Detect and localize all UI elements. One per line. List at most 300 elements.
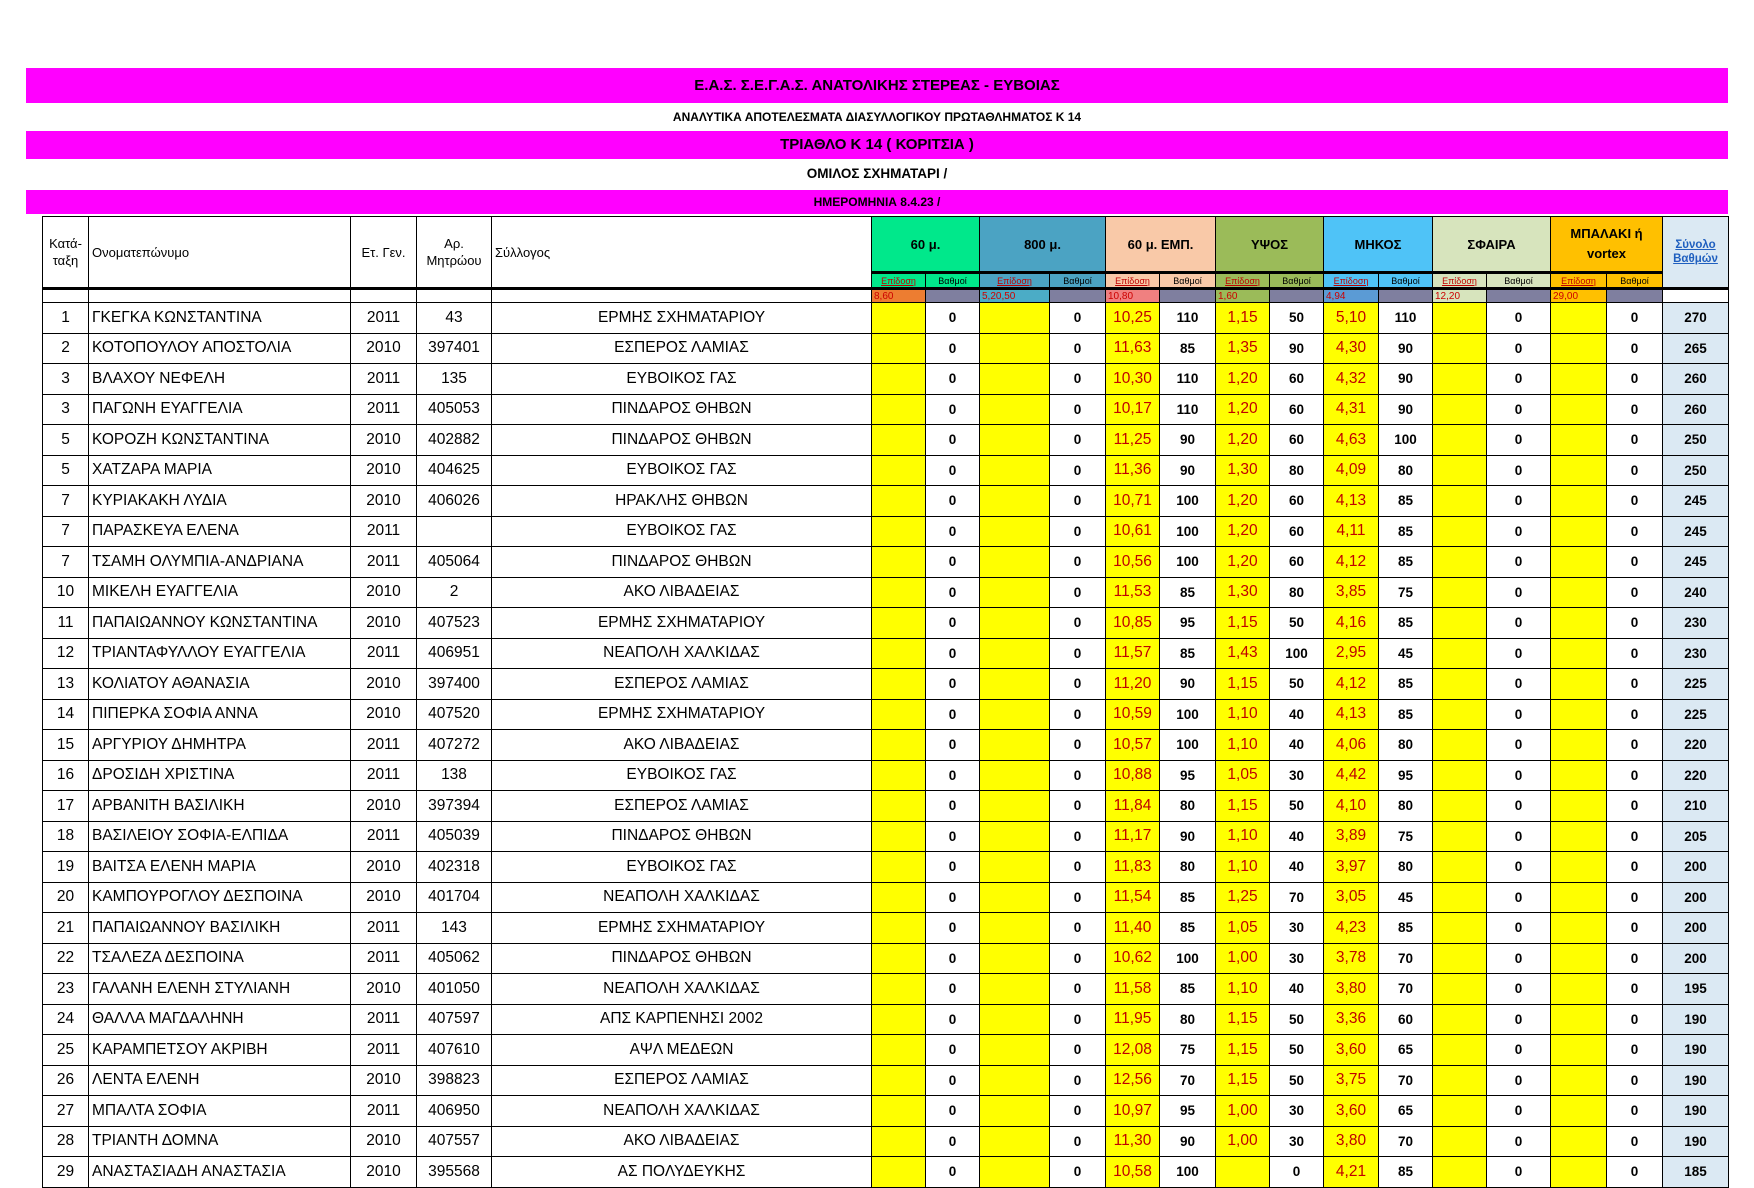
points-subheader: Βαθμοί <box>1160 273 1216 289</box>
points-hurdles-cell: 100 <box>1160 943 1216 974</box>
perf-60m-cell <box>872 791 926 822</box>
points-ball-cell: 0 <box>1607 425 1663 456</box>
points-long-jump-cell: 75 <box>1379 821 1433 852</box>
club-cell: ΕΥΒΟΙΚΟΣ ΓΑΣ <box>492 364 872 395</box>
perf-800m-cell <box>980 1126 1050 1157</box>
points-ball-cell: 0 <box>1607 333 1663 364</box>
table-row <box>43 1157 1729 1188</box>
perf-long-jump-cell: 3,85 <box>1324 577 1379 608</box>
perf-shot-put-cell <box>1433 577 1487 608</box>
registration-cell: 143 <box>417 913 492 944</box>
registration-cell: 407523 <box>417 608 492 639</box>
points-ball-cell: 0 <box>1607 791 1663 822</box>
perf-shot-put-cell <box>1433 669 1487 700</box>
points-800m-cell: 0 <box>1050 1035 1106 1066</box>
record-points-blank <box>1487 289 1551 303</box>
points-long-jump-cell: 80 <box>1379 455 1433 486</box>
athlete-name-cell: ΒΑΙΤΣΑ ΕΛΕΝΗ ΜΑΡΙΑ <box>89 852 351 883</box>
event-record: 8,60 <box>872 289 926 303</box>
table-row <box>43 882 1729 913</box>
table-row <box>43 455 1729 486</box>
perf-800m-cell <box>980 303 1050 334</box>
event-record: 1,60 <box>1216 289 1270 303</box>
points-long-jump-cell: 85 <box>1379 1157 1433 1188</box>
points-800m-cell: 0 <box>1050 669 1106 700</box>
club-cell: ΠΙΝΔΑΡΟΣ ΘΗΒΩΝ <box>492 394 872 425</box>
points-shot-put-cell: 0 <box>1487 882 1551 913</box>
points-high-jump-cell: 40 <box>1270 974 1324 1005</box>
perf-high-jump-cell: 1,05 <box>1216 760 1270 791</box>
points-60m-cell: 0 <box>926 1004 980 1035</box>
perf-high-jump-cell: 1,20 <box>1216 394 1270 425</box>
points-long-jump-cell: 80 <box>1379 791 1433 822</box>
perf-shot-put-cell <box>1433 821 1487 852</box>
perf-60m-cell <box>872 1126 926 1157</box>
perf-800m-cell <box>980 364 1050 395</box>
perf-high-jump-cell: 1,30 <box>1216 577 1270 608</box>
points-800m-cell: 0 <box>1050 1157 1106 1188</box>
athlete-name-cell: ΤΡΙΑΝΤΑΦΥΛΛΟΥ ΕΥΑΓΓΕΛΙΑ <box>89 638 351 669</box>
rank-cell: 7 <box>43 486 89 517</box>
perf-60m-cell <box>872 1004 926 1035</box>
perf-shot-put-cell <box>1433 608 1487 639</box>
perf-high-jump-cell: 1,43 <box>1216 638 1270 669</box>
perf-ball-cell <box>1551 913 1607 944</box>
perf-800m-cell <box>980 547 1050 578</box>
perf-subheader: Επίδοση <box>1433 273 1487 289</box>
points-shot-put-cell: 0 <box>1487 730 1551 761</box>
birth-year-cell: 2010 <box>351 974 417 1005</box>
table-row <box>43 1004 1729 1035</box>
perf-high-jump-cell: 1,15 <box>1216 303 1270 334</box>
perf-60m-cell <box>872 486 926 517</box>
event-record: 29,00 <box>1551 289 1607 303</box>
rank-cell: 23 <box>43 974 89 1005</box>
birth-year-cell: 2011 <box>351 821 417 852</box>
perf-ball-cell <box>1551 852 1607 883</box>
perf-60m-cell <box>872 821 926 852</box>
club-cell: ΕΡΜΗΣ ΣΧΗΜΑΤΑΡΙΟΥ <box>492 913 872 944</box>
points-60m-cell: 0 <box>926 913 980 944</box>
results-subtitle: ΑΝΑΛΥΤΙΚΑ ΑΠΟΤΕΛΕΣΜΑΤΑ ΔΙΑΣΥΛΛΟΓΙΚΟΥ ΠΡΩΤΑΘΛΗΜΑΤΟΣ Κ 14 <box>672 110 1082 124</box>
points-800m-cell: 0 <box>1050 364 1106 395</box>
points-ball-cell: 0 <box>1607 913 1663 944</box>
table-row <box>43 1126 1729 1157</box>
total-points-cell: 190 <box>1663 1065 1729 1096</box>
perf-800m-cell <box>980 943 1050 974</box>
perf-high-jump-cell: 1,30 <box>1216 455 1270 486</box>
points-800m-cell: 0 <box>1050 791 1106 822</box>
perf-ball-cell <box>1551 882 1607 913</box>
perf-long-jump-cell: 3,05 <box>1324 882 1379 913</box>
points-60m-cell: 0 <box>926 303 980 334</box>
perf-shot-put-cell <box>1433 425 1487 456</box>
rank-cell: 7 <box>43 547 89 578</box>
total-points-cell: 200 <box>1663 943 1729 974</box>
table-row <box>43 943 1729 974</box>
perf-hurdles-cell: 10,17 <box>1106 394 1160 425</box>
perf-60m-cell <box>872 1096 926 1127</box>
athlete-name-cell: ΓΚΕΓΚΑ ΚΩΝΣΤΑΝΤΙΝΑ <box>89 303 351 334</box>
perf-60m-cell <box>872 577 926 608</box>
perf-ball-cell <box>1551 943 1607 974</box>
club-cell: ΑΠΣ ΚΑΡΠΕΝΗΣΙ 2002 <box>492 1004 872 1035</box>
points-long-jump-cell: 90 <box>1379 364 1433 395</box>
athlete-name-cell: ΜΙΚΕΛΗ ΕΥΑΓΓΕΛΙΑ <box>89 577 351 608</box>
col-reg-header: Αρ. Μητρώου <box>417 217 492 289</box>
perf-800m-cell <box>980 425 1050 456</box>
perf-800m-cell <box>980 791 1050 822</box>
event-record: 12,20 <box>1433 289 1487 303</box>
points-800m-cell: 0 <box>1050 638 1106 669</box>
points-60m-cell: 0 <box>926 821 980 852</box>
perf-shot-put-cell <box>1433 516 1487 547</box>
table-row <box>43 974 1729 1005</box>
perf-ball-cell <box>1551 1035 1607 1066</box>
perf-shot-put-cell <box>1433 455 1487 486</box>
perf-ball-cell <box>1551 516 1607 547</box>
rank-cell: 27 <box>43 1096 89 1127</box>
results-table <box>42 216 1729 1188</box>
athlete-name-cell: ΧΑΤΖΑΡΑ ΜΑΡΙΑ <box>89 455 351 486</box>
points-long-jump-cell: 90 <box>1379 394 1433 425</box>
club-cell: ΕΣΠΕΡΟΣ ΛΑΜΙΑΣ <box>492 1065 872 1096</box>
total-points-cell: 195 <box>1663 974 1729 1005</box>
perf-high-jump-cell: 1,10 <box>1216 852 1270 883</box>
table-row <box>43 791 1729 822</box>
registration-cell <box>417 516 492 547</box>
perf-long-jump-cell: 3,36 <box>1324 1004 1379 1035</box>
perf-ball-cell <box>1551 669 1607 700</box>
registration-cell: 405062 <box>417 943 492 974</box>
points-60m-cell: 0 <box>926 425 980 456</box>
registration-cell: 135 <box>417 364 492 395</box>
group-label: ΟΜΙΛΟΣ ΣΧΗΜΑΤΑΡΙ / <box>806 166 948 181</box>
perf-long-jump-cell: 4,13 <box>1324 486 1379 517</box>
birth-year-cell: 2010 <box>351 608 417 639</box>
perf-hurdles-cell: 10,85 <box>1106 608 1160 639</box>
points-subheader: Βαθμοί <box>1607 273 1663 289</box>
total-points-cell: 200 <box>1663 882 1729 913</box>
club-cell: ΑΣ ΠΟΛΥΔΕΥΚΗΣ <box>492 1157 872 1188</box>
perf-ball-cell <box>1551 1065 1607 1096</box>
points-800m-cell: 0 <box>1050 821 1106 852</box>
points-shot-put-cell: 0 <box>1487 638 1551 669</box>
points-hurdles-cell: 85 <box>1160 577 1216 608</box>
points-60m-cell: 0 <box>926 516 980 547</box>
perf-high-jump-cell <box>1216 1157 1270 1188</box>
perf-800m-cell <box>980 913 1050 944</box>
points-long-jump-cell: 45 <box>1379 882 1433 913</box>
perf-high-jump-cell: 1,00 <box>1216 943 1270 974</box>
perf-60m-cell <box>872 913 926 944</box>
perf-subheader: Επίδοση <box>1551 273 1607 289</box>
points-ball-cell: 0 <box>1607 1065 1663 1096</box>
perf-ball-cell <box>1551 791 1607 822</box>
points-shot-put-cell: 0 <box>1487 577 1551 608</box>
birth-year-cell: 2010 <box>351 669 417 700</box>
points-shot-put-cell: 0 <box>1487 852 1551 883</box>
club-cell: ΕΣΠΕΡΟΣ ΛΑΜΙΑΣ <box>492 791 872 822</box>
perf-shot-put-cell <box>1433 913 1487 944</box>
points-60m-cell: 0 <box>926 608 980 639</box>
club-cell: ΑΚΟ ΛΙΒΑΔΕΙΑΣ <box>492 577 872 608</box>
points-60m-cell: 0 <box>926 943 980 974</box>
perf-ball-cell <box>1551 730 1607 761</box>
points-ball-cell: 0 <box>1607 821 1663 852</box>
table-row <box>43 577 1729 608</box>
perf-long-jump-cell: 5,10 <box>1324 303 1379 334</box>
points-60m-cell: 0 <box>926 547 980 578</box>
perf-60m-cell <box>872 608 926 639</box>
club-cell: ΕΣΠΕΡΟΣ ΛΑΜΙΑΣ <box>492 333 872 364</box>
perf-long-jump-cell: 4,16 <box>1324 608 1379 639</box>
total-points-cell: 190 <box>1663 1035 1729 1066</box>
points-hurdles-cell: 80 <box>1160 1004 1216 1035</box>
perf-hurdles-cell: 12,08 <box>1106 1035 1160 1066</box>
points-ball-cell: 0 <box>1607 1157 1663 1188</box>
points-long-jump-cell: 65 <box>1379 1096 1433 1127</box>
total-points-cell: 200 <box>1663 852 1729 883</box>
record-points-blank <box>1379 289 1433 303</box>
total-points-cell: 260 <box>1663 394 1729 425</box>
points-shot-put-cell: 0 <box>1487 486 1551 517</box>
rank-cell: 15 <box>43 730 89 761</box>
points-high-jump-cell: 60 <box>1270 364 1324 395</box>
col-club-header: Σύλλογος <box>492 217 872 289</box>
perf-shot-put-cell <box>1433 1035 1487 1066</box>
points-60m-cell: 0 <box>926 1035 980 1066</box>
birth-year-cell: 2010 <box>351 852 417 883</box>
perf-800m-cell <box>980 730 1050 761</box>
perf-60m-cell <box>872 760 926 791</box>
points-60m-cell: 0 <box>926 577 980 608</box>
points-high-jump-cell: 50 <box>1270 608 1324 639</box>
total-points-cell: 190 <box>1663 1126 1729 1157</box>
points-subheader: Βαθμοί <box>1487 273 1551 289</box>
points-high-jump-cell: 60 <box>1270 425 1324 456</box>
points-long-jump-cell: 110 <box>1379 303 1433 334</box>
birth-year-cell: 2010 <box>351 699 417 730</box>
points-800m-cell: 0 <box>1050 943 1106 974</box>
perf-800m-cell <box>980 638 1050 669</box>
points-60m-cell: 0 <box>926 974 980 1005</box>
table-row <box>43 547 1729 578</box>
perf-long-jump-cell: 3,80 <box>1324 974 1379 1005</box>
points-high-jump-cell: 40 <box>1270 821 1324 852</box>
birth-year-cell: 2011 <box>351 760 417 791</box>
table-row <box>43 333 1729 364</box>
perf-800m-cell <box>980 669 1050 700</box>
perf-subheader: Επίδοση <box>872 273 926 289</box>
perf-800m-cell <box>980 821 1050 852</box>
perf-high-jump-cell: 1,15 <box>1216 608 1270 639</box>
registration-cell: 402882 <box>417 425 492 456</box>
perf-ball-cell <box>1551 608 1607 639</box>
total-points-cell: 220 <box>1663 730 1729 761</box>
points-60m-cell: 0 <box>926 669 980 700</box>
perf-800m-cell <box>980 486 1050 517</box>
athlete-name-cell: ΚΑΜΠΟΥΡΟΓΛΟΥ ΔΕΣΠΟΙΝΑ <box>89 882 351 913</box>
perf-long-jump-cell: 3,60 <box>1324 1096 1379 1127</box>
perf-shot-put-cell <box>1433 1065 1487 1096</box>
points-60m-cell: 0 <box>926 1065 980 1096</box>
points-60m-cell: 0 <box>926 852 980 883</box>
perf-800m-cell <box>980 1157 1050 1188</box>
points-ball-cell: 0 <box>1607 608 1663 639</box>
rank-cell: 13 <box>43 669 89 700</box>
points-800m-cell: 0 <box>1050 455 1106 486</box>
table-row <box>43 364 1729 395</box>
perf-ball-cell <box>1551 577 1607 608</box>
points-high-jump-cell: 40 <box>1270 699 1324 730</box>
perf-ball-cell <box>1551 1004 1607 1035</box>
record-row-blank <box>43 289 89 303</box>
perf-800m-cell <box>980 1065 1050 1096</box>
athlete-name-cell: ΚΟΡΟΖΗ ΚΩΝΣΤΑΝΤΙΝΑ <box>89 425 351 456</box>
record-row-blank <box>417 289 492 303</box>
col-total-header: Σύνολο Βαθμών <box>1663 217 1729 289</box>
perf-hurdles-cell: 11,57 <box>1106 638 1160 669</box>
points-long-jump-cell: 70 <box>1379 943 1433 974</box>
points-800m-cell: 0 <box>1050 486 1106 517</box>
total-points-cell: 190 <box>1663 1096 1729 1127</box>
club-cell: ΕΥΒΟΙΚΟΣ ΓΑΣ <box>492 516 872 547</box>
perf-800m-cell <box>980 974 1050 1005</box>
table-row <box>43 669 1729 700</box>
perf-800m-cell <box>980 1004 1050 1035</box>
perf-60m-cell <box>872 455 926 486</box>
points-800m-cell: 0 <box>1050 730 1106 761</box>
birth-year-cell: 2010 <box>351 577 417 608</box>
perf-high-jump-cell: 1,20 <box>1216 425 1270 456</box>
points-long-jump-cell: 75 <box>1379 577 1433 608</box>
perf-long-jump-cell: 4,30 <box>1324 333 1379 364</box>
perf-ball-cell <box>1551 486 1607 517</box>
perf-long-jump-cell: 4,11 <box>1324 516 1379 547</box>
points-shot-put-cell: 0 <box>1487 547 1551 578</box>
perf-shot-put-cell <box>1433 364 1487 395</box>
registration-cell: 407557 <box>417 1126 492 1157</box>
points-800m-cell: 0 <box>1050 577 1106 608</box>
table-row <box>43 730 1729 761</box>
perf-subheader: Επίδοση <box>1324 273 1379 289</box>
event-60m-hurdles-header: 60 μ. ΕΜΠ. <box>1106 217 1216 273</box>
points-ball-cell: 0 <box>1607 1004 1663 1035</box>
rank-cell: 5 <box>43 455 89 486</box>
points-800m-cell: 0 <box>1050 1065 1106 1096</box>
athlete-name-cell: ΒΑΣΙΛΕΙΟΥ ΣΟΦΙΑ-ΕΛΠΙΔΑ <box>89 821 351 852</box>
perf-hurdles-cell: 11,54 <box>1106 882 1160 913</box>
points-hurdles-cell: 100 <box>1160 699 1216 730</box>
perf-60m-cell <box>872 516 926 547</box>
points-ball-cell: 0 <box>1607 394 1663 425</box>
points-high-jump-cell: 60 <box>1270 516 1324 547</box>
birth-year-cell: 2011 <box>351 943 417 974</box>
perf-high-jump-cell: 1,20 <box>1216 486 1270 517</box>
federation-title: Ε.Α.Σ. Σ.Ε.Γ.Α.Σ. ΑΝΑΤΟΛΙΚΗΣ ΣΤΕΡΕΑΣ - ΕΥΒΟΙΑΣ <box>26 68 1728 103</box>
points-shot-put-cell: 0 <box>1487 394 1551 425</box>
points-long-jump-cell: 45 <box>1379 638 1433 669</box>
rank-cell: 16 <box>43 760 89 791</box>
perf-shot-put-cell <box>1433 333 1487 364</box>
points-high-jump-cell: 50 <box>1270 303 1324 334</box>
registration-cell: 397400 <box>417 669 492 700</box>
perf-long-jump-cell: 3,60 <box>1324 1035 1379 1066</box>
record-row-blank <box>89 289 351 303</box>
athlete-name-cell: ΚΟΛΙΑΤΟΥ ΑΘΑΝΑΣΙΑ <box>89 669 351 700</box>
points-60m-cell: 0 <box>926 730 980 761</box>
col-rank-header: Κατά-ταξη <box>43 217 89 289</box>
total-points-cell: 245 <box>1663 486 1729 517</box>
perf-ball-cell <box>1551 425 1607 456</box>
table-row <box>43 638 1729 669</box>
perf-60m-cell <box>872 852 926 883</box>
points-long-jump-cell: 65 <box>1379 1035 1433 1066</box>
points-ball-cell: 0 <box>1607 943 1663 974</box>
points-high-jump-cell: 90 <box>1270 333 1324 364</box>
table-row <box>43 699 1729 730</box>
points-60m-cell: 0 <box>926 333 980 364</box>
points-shot-put-cell: 0 <box>1487 608 1551 639</box>
points-60m-cell: 0 <box>926 394 980 425</box>
col-year-header: Ετ. Γεν. <box>351 217 417 289</box>
points-800m-cell: 0 <box>1050 882 1106 913</box>
perf-shot-put-cell <box>1433 394 1487 425</box>
registration-cell: 406026 <box>417 486 492 517</box>
total-points-cell: 200 <box>1663 913 1729 944</box>
points-ball-cell: 0 <box>1607 455 1663 486</box>
points-long-jump-cell: 60 <box>1379 1004 1433 1035</box>
points-high-jump-cell: 40 <box>1270 852 1324 883</box>
points-hurdles-cell: 80 <box>1160 852 1216 883</box>
points-800m-cell: 0 <box>1050 1126 1106 1157</box>
table-row <box>43 760 1729 791</box>
perf-ball-cell <box>1551 1126 1607 1157</box>
table-row <box>43 303 1729 334</box>
points-hurdles-cell: 100 <box>1160 1157 1216 1188</box>
perf-ball-cell <box>1551 1157 1607 1188</box>
club-cell: ΕΡΜΗΣ ΣΧΗΜΑΤΑΡΙΟΥ <box>492 699 872 730</box>
points-800m-cell: 0 <box>1050 974 1106 1005</box>
perf-800m-cell <box>980 394 1050 425</box>
perf-high-jump-cell: 1,15 <box>1216 1035 1270 1066</box>
perf-ball-cell <box>1551 303 1607 334</box>
perf-hurdles-cell: 11,25 <box>1106 425 1160 456</box>
perf-hurdles-cell: 10,97 <box>1106 1096 1160 1127</box>
perf-800m-cell <box>980 882 1050 913</box>
perf-shot-put-cell <box>1433 974 1487 1005</box>
table-row <box>43 516 1729 547</box>
athlete-name-cell: ΤΣΑΛΕΖΑ ΔΕΣΠΟΙΝΑ <box>89 943 351 974</box>
event-record: 4,94 <box>1324 289 1379 303</box>
birth-year-cell: 2011 <box>351 1096 417 1127</box>
event-long-jump-header: ΜΗΚΟΣ <box>1324 217 1433 273</box>
points-800m-cell: 0 <box>1050 333 1106 364</box>
points-high-jump-cell: 50 <box>1270 1065 1324 1096</box>
points-high-jump-cell: 80 <box>1270 577 1324 608</box>
points-hurdles-cell: 90 <box>1160 821 1216 852</box>
perf-60m-cell <box>872 364 926 395</box>
perf-hurdles-cell: 11,63 <box>1106 333 1160 364</box>
perf-800m-cell <box>980 699 1050 730</box>
perf-hurdles-cell: 10,56 <box>1106 547 1160 578</box>
perf-800m-cell <box>980 516 1050 547</box>
points-ball-cell: 0 <box>1607 364 1663 395</box>
points-shot-put-cell: 0 <box>1487 974 1551 1005</box>
birth-year-cell: 2010 <box>351 882 417 913</box>
points-shot-put-cell: 0 <box>1487 791 1551 822</box>
